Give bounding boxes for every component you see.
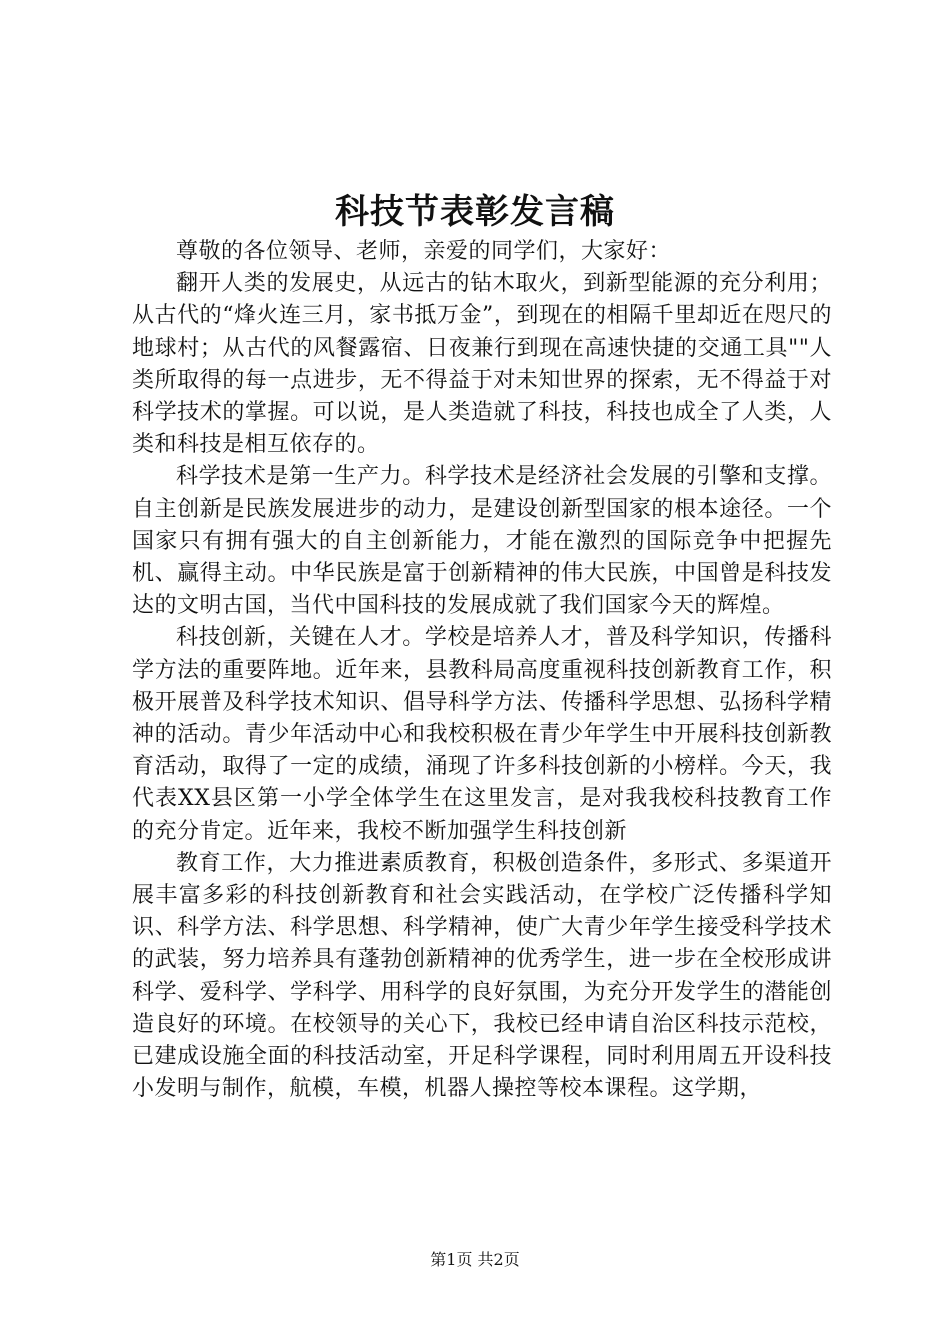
- body-paragraph: 科技创新，关键在人才。学校是培养人才，普及科学知识，传播科学方法的重要阵地。近年来，县教科局高度重视科技创新教育工作，积极开展普及科学技术知识、倡导科学方法、传播科学思想、弘扬科学精神的活动。青少年活动中心和我校积极在青少年学生中开展科技创新教育活动，取得了一定的成绩，涌现了许多科技创新的小榜样。今天，我代表XX县区第一小学全体学生在这里发言，是对我我校科技教育工作的充分肯定。近年来，我校不断加强学生科技创新: [132, 625, 832, 844]
- body-paragraph: 翻开人类的发展史，从远古的钻木取火，到新型能源的充分利用；从古代的“烽火连三月，家书抵万金”，到现在的相隔千里却近在咫尺的地球村；从古代的风餐露宿、日夜兼行到现在高速快捷的交通工具""人类所取得的每一点进步，无不得益于对未知世界的探索，无不得益于对科学技术的掌握。可以说，是人类造就了科技，科技也成全了人类，人类和科技是相互依存的。: [132, 271, 832, 458]
- document-title: 科技节表彰发言稿: [335, 192, 615, 232]
- body-paragraph: 教育工作，大力推进素质教育，积极创造条件，多形式、多渠道开展丰富多彩的科技创新教育和社会实践活动，在学校广泛传播科学知识、科学方法、科学思想、科学精神，使广大青少年学生接受科学技术的武装，努力培养具有蓬勃创新精神的优秀学生，进一步在全校形成讲科学、爱科学、学科学、用科学的良好氛围，为充分开发学生的潜能创造良好的环境。在校领导的关心下，我校已经申请自治区科技示范校，已建成设施全面的科技活动室，开足科学课程，同时利用周五开设科技小发明与制作，航模，车模，机器人操控等校本课程。这学期，: [132, 850, 832, 1102]
- document-body: [132, 236, 832, 1105]
- page-number-footer: 第1页 共2页: [430, 1250, 520, 1269]
- body-paragraph: 科学技术是第一生产力。科学技术是经济社会发展的引擎和支撑。自主创新是民族发展进步的动力，是建设创新型国家的根本途径。一个国家只有拥有强大的自主创新能力，才能在激烈的国际竞争中把握先机、赢得主动。中华民族是富于创新精神的伟大民族，中国曾是科技发达的文明古国，当代中国科技的发展成就了我们国家今天的辉煌。: [132, 464, 832, 619]
- greeting-paragraph: 尊敬的各位领导、老师，亲爱的同学们，大家好：: [176, 239, 672, 264]
